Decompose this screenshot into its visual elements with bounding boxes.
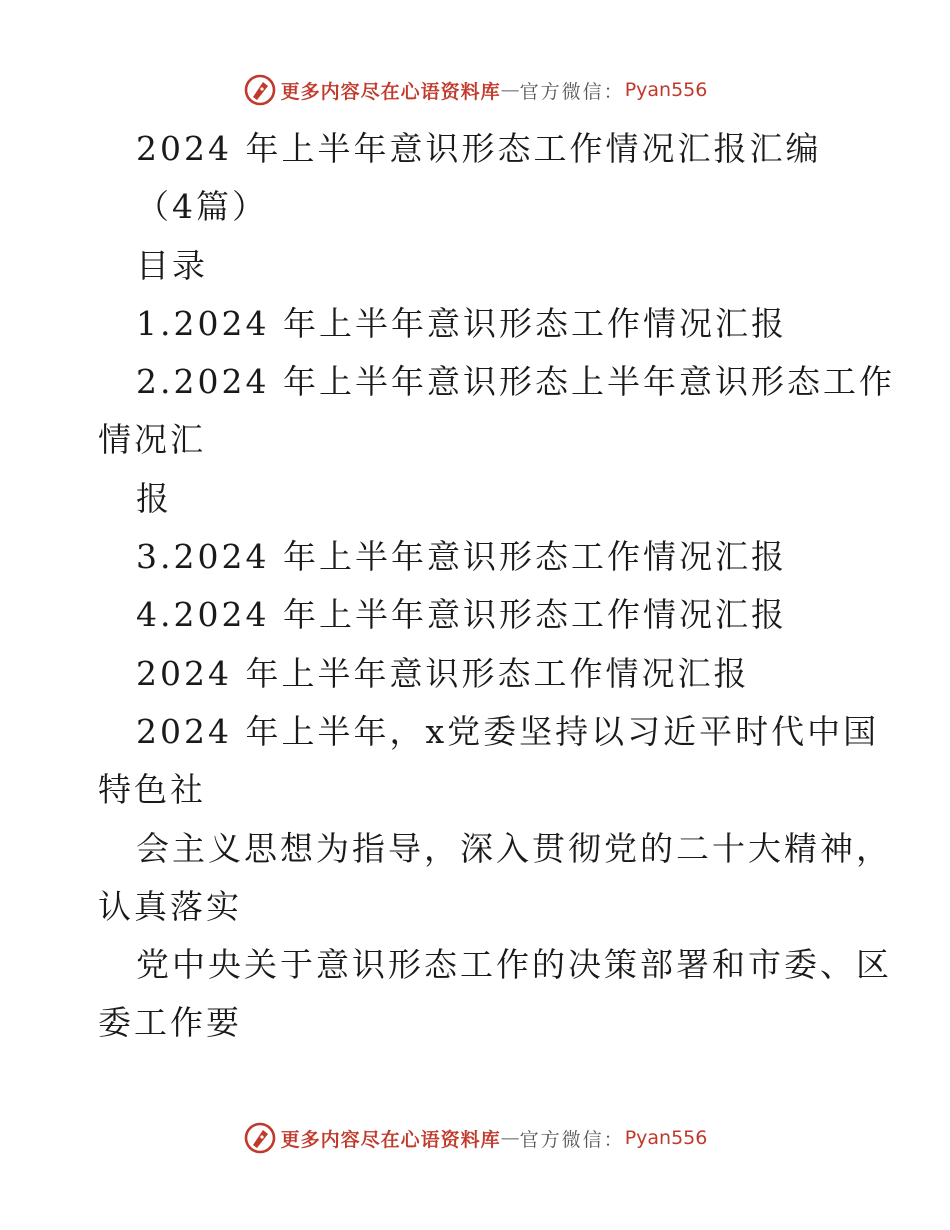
toc-item-2-continued: 情况汇 bbox=[98, 420, 206, 460]
paragraph-line: 党中央关于意识形态工作的决策部署和市委、区 bbox=[136, 945, 892, 985]
watermark-library-text: 更多内容尽在心语资料库 bbox=[280, 1128, 501, 1151]
watermark-official-text: 官方微信： bbox=[519, 80, 625, 103]
pen-nib-circle-icon bbox=[243, 1121, 277, 1155]
document-body bbox=[98, 120, 895, 1053]
watermark-wechat-id: Pyan556 bbox=[624, 79, 708, 101]
toc-item-4: 4.2024 年上半年意识形态工作情况汇报 bbox=[136, 595, 787, 635]
document-title: 2024 年上半年意识形态工作情况汇报汇编 bbox=[136, 129, 822, 168]
watermark-separator: — bbox=[500, 1127, 520, 1149]
pen-nib-circle-icon bbox=[243, 73, 277, 107]
watermark-wechat-id: Pyan556 bbox=[624, 1127, 708, 1149]
toc-item-2: 2.2024 年上半年意识形态上半年意识形态工作 bbox=[136, 362, 895, 402]
document-subtitle: （4篇） bbox=[136, 187, 268, 227]
toc-item-2-end: 报 bbox=[136, 478, 172, 518]
watermark-header bbox=[0, 70, 950, 110]
toc-item-1: 1.2024 年上半年意识形态工作情况汇报 bbox=[136, 303, 787, 343]
paragraph-line: 特色社 bbox=[98, 770, 206, 810]
toc-item-3: 3.2024 年上半年意识形态工作情况汇报 bbox=[136, 537, 787, 577]
paragraph-line: 会主义思想为指导，深入贯彻党的二十大精神， bbox=[136, 828, 892, 868]
paragraph-line: 认真落实 bbox=[98, 886, 242, 926]
paragraph-line: 2024 年上半年，x党委坚持以习近平时代中国 bbox=[136, 711, 880, 751]
watermark-library-text: 更多内容尽在心语资料库 bbox=[280, 80, 501, 103]
paragraph-line: 委工作要 bbox=[98, 1003, 242, 1043]
watermark-official-text: 官方微信： bbox=[519, 1128, 625, 1151]
section-heading: 2024 年上半年意识形态工作情况汇报 bbox=[136, 653, 750, 693]
watermark-separator: — bbox=[500, 79, 520, 101]
watermark-footer bbox=[0, 1118, 950, 1158]
toc-heading: 目录 bbox=[136, 245, 208, 285]
